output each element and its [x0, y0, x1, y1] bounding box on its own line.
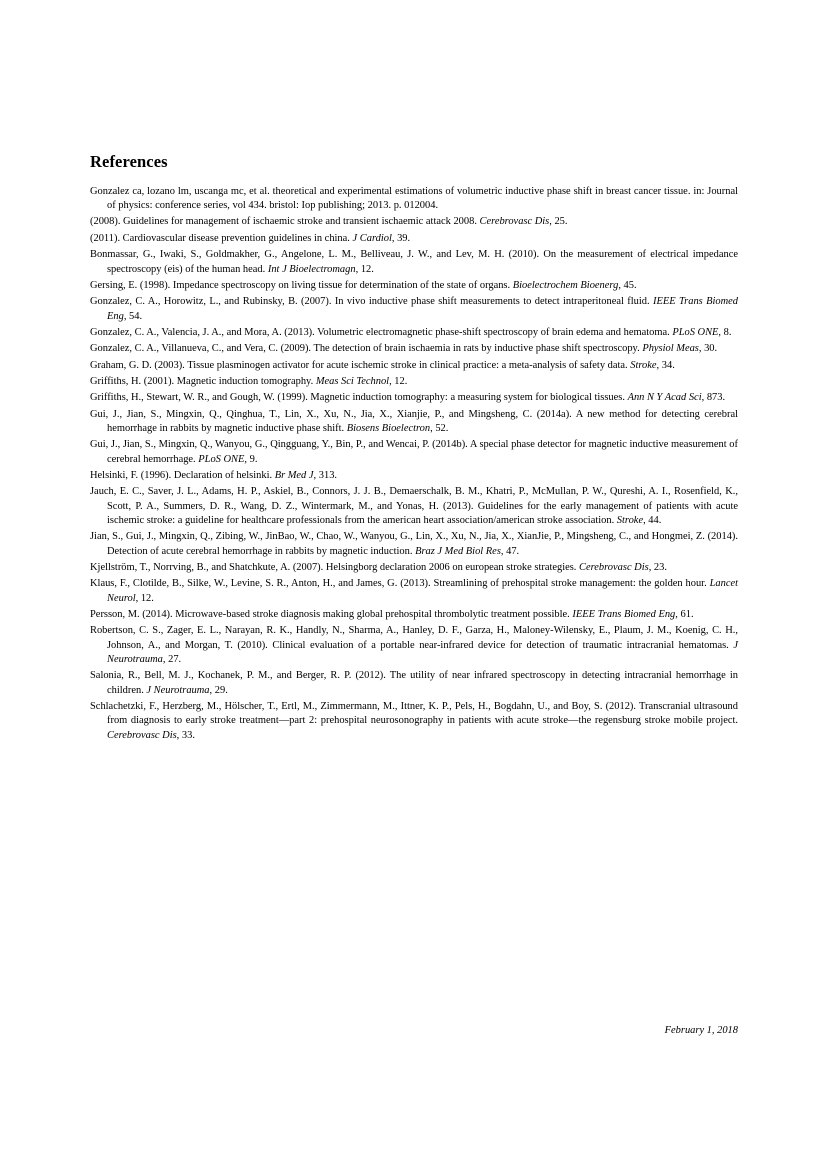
journal-title: Braz J Med Biol Res [415, 545, 501, 557]
citation-text: , 34. [656, 359, 675, 371]
citation-text: (2008). Guidelines for management of ischaemic stroke and transient ischaemic attack 2008. [90, 216, 480, 228]
journal-title: Lancet Neurol [107, 578, 738, 604]
citation-text: , 9. [244, 453, 258, 465]
citation-text: Jian, S., Gui, J., Mingxin, Q., Zibing, W., JinBao, W., Chao, W., Wanyou, G., Lin, X., Xu, N., Jia, X., XianJie, P., Mingsheng, C., and Hongmei, Z. (2014). Detection of acute cerebral hemorrhage in rabbits by magnetic induction. [90, 531, 738, 557]
citation-text: Gonzalez, C. A., Horowitz, L., and Rubinsky, B. (2007). In vivo inductive phase shift measurements to detect intraperitoneal fluid. [90, 296, 653, 308]
citation-text: Griffiths, H. (2001). Magnetic induction tomography. [90, 375, 316, 387]
citation-text: Griffiths, H., Stewart, W. R., and Gough, W. (1999). Magnetic induction tomography: a measuring system for biological tissues. [90, 392, 628, 404]
citation-text: , 12. [135, 592, 154, 604]
bibliography-entry [90, 700, 738, 743]
bibliography-entry [90, 326, 738, 340]
bibliography-list [90, 185, 738, 743]
bibliography-entry [90, 215, 738, 229]
bibliography-entry [90, 359, 738, 373]
journal-title: Cerebrovasc Dis [107, 729, 177, 741]
document-date: February 1, 2018 [664, 1025, 738, 1036]
journal-title: Stroke [616, 515, 644, 527]
citation-text: Klaus, F., Clotilde, B., Silke, W., Levine, S. R., Anton, H., and James, G. (2013). Streamlining of prehospital stroke management: the golden hour. [90, 578, 710, 590]
bibliography-entry [90, 624, 738, 667]
citation-text: , 29. [209, 684, 228, 696]
citation-text: Gonzalez ca, lozano lm, uscanga mc, et al. theoretical and experimental estimations of volumetric inductive phase shift in breast cancer tissue. in: Journal of physics: conference series, vol 434. bristol: Iop publishing; 2013. p. 012004. [90, 185, 738, 212]
journal-title: J Neurotrauma [146, 684, 210, 696]
citation-text: , 23. [648, 562, 667, 574]
citation-text: , 52. [430, 422, 449, 434]
citation-text: Gonzalez, C. A., Villanueva, C., and Vera, C. (2009). The detection of brain ischaemia in rats by inductive phase shift spectroscopy. [90, 343, 643, 355]
journal-title: PLoS ONE [198, 453, 245, 465]
journal-title: IEEE Trans Biomed Eng [572, 609, 676, 621]
bibliography-entry [90, 577, 738, 606]
bibliography-entry [90, 469, 738, 483]
bibliography-entry [90, 438, 738, 467]
citation-text: , 44. [643, 515, 662, 527]
citation-text: Bonmassar, G., Iwaki, S., Goldmakher, G., Angelone, L. M., Belliveau, J. W., and Lev, M. H. (2010). On the measurement of electrical impedance spectroscopy (eis) of the human head. [90, 249, 738, 275]
citation-text: , 12. [389, 375, 408, 387]
citation-text: , 39. [391, 232, 411, 244]
citation-text: Gui, J., Jian, S., Mingxin, Q., Wanyou, G., Qingguang, Y., Bin, P., and Wencai, P. (2014b). A special phase detector for magnetic inductive measurement of cerebral hemorrhage. [90, 439, 738, 465]
citation-text: Schlachetzki, F., Herzberg, M., Hölscher, T., Ertl, M., Zimmermann, M., Ittner, K. P., Pels, H., Bogdahn, U., and Boy, S. (2012). Transcranial ultrasound from diagnosis to early stroke treatment—part 2: prehospital neurosonography in patients with acute stroke—the regensburg stroke mobile project. [90, 701, 738, 727]
journal-title: Meas Sci Technol [315, 375, 390, 387]
bibliography-entry [90, 375, 738, 389]
bibliography-entry [90, 669, 738, 698]
citation-text: , 30. [698, 343, 718, 355]
citation-text: Gui, J., Jian, S., Mingxin, Q., Qinghua, T., Lin, X., Xu, N., Jia, X., Xianjie, P., and Mingsheng, C. (2014a). A new method for detecting cerebral hemorrhage in rabbits by magnetic inductive phase shift. [90, 408, 738, 434]
citation-text: , 12. [355, 263, 374, 275]
citation-text: , 47. [500, 545, 520, 557]
citation-text: , 313. [313, 469, 338, 481]
citation-text: Gersing, E. (1998). Impedance spectroscopy on living tissue for determination of the state of organs. [90, 279, 513, 291]
journal-title: PLoS ONE [672, 326, 719, 338]
references-section [90, 152, 738, 743]
citation-text: , 27. [162, 654, 182, 666]
citation-text: Jauch, E. C., Saver, J. L., Adams, H. P., Askiel, B., Connors, J. J. B., Demaerschalk, B. M., Khatri, P., McMullan, P. W., Qureshi, A. I., Rosenfield, K., Scott, P. A., Summers, D. R., Wang, D. Z., Wintermark, M., and Yonas, H. (2013). Guidelines for the early management of patients with acute ischemic stroke: a guideline for healthcare professionals from the american heart association/american stroke association. [90, 486, 738, 527]
citation-text: Persson, M. (2014). Microwave-based stroke diagnosis making global prehospital thrombolytic treatment possible. [90, 609, 573, 621]
bibliography-entry [90, 232, 738, 246]
citation-text: , 61. [675, 609, 694, 621]
bibliography-entry [90, 391, 738, 405]
citation-text: Salonia, R., Bell, M. J., Kochanek, P. M., and Berger, R. P. (2012). The utility of near infrared spectroscopy in detecting intracranial hemorrhage in children. [90, 670, 738, 696]
citation-text: Graham, G. D. (2003). Tissue plasminogen activator for acute ischemic stroke in clinical practice: a meta-analysis of safety data. [90, 359, 631, 371]
journal-title: Biosens Bioelectron [346, 422, 431, 434]
citation-text: , 873. [701, 392, 726, 404]
citation-text: , 8. [718, 326, 732, 338]
journal-title: Ann N Y Acad Sci [627, 392, 702, 404]
bibliography-entry [90, 295, 738, 324]
journal-title: J Cardiol [352, 232, 392, 244]
bibliography-entry [90, 279, 738, 293]
citation-text: , 25. [549, 216, 568, 228]
citation-text: , 54. [123, 310, 143, 322]
citation-text: Kjellström, T., Norrving, B., and Shatchkute, A. (2007). Helsingborg declaration 2006 on european stroke strategies. [90, 562, 580, 574]
bibliography-entry [90, 485, 738, 528]
bibliography-entry [90, 185, 738, 214]
journal-title: Cerebrovasc Dis [579, 562, 649, 574]
citation-text: Helsinki, F. (1996). Declaration of helsinki. [90, 469, 275, 481]
journal-title: IEEE Trans Biomed Eng [107, 296, 739, 322]
citation-text: Robertson, C. S., Zager, E. L., Narayan, R. K., Handly, N., Sharma, A., Hanley, D. F., Garza, H., Maloney-Wilensky, E., Plaum, J. M., Koenig, C. H., Johnson, A., and Morgan, T. (2010). Clinical evaluation of a portable near-infrared device for detection of traumatic intracranial hematomas. [90, 625, 738, 651]
journal-title: Cerebrovasc Dis [479, 216, 550, 228]
journal-title: J Neurotrauma [107, 639, 738, 666]
citation-text: (2011). Cardiovascular disease prevention guidelines in china. [90, 232, 353, 244]
journal-title: Stroke [630, 359, 657, 371]
bibliography-entry [90, 342, 738, 356]
citation-text: , 33. [176, 729, 195, 741]
page-title: References [90, 152, 168, 171]
citation-text: , 45. [618, 279, 637, 291]
journal-title: Br Med J [274, 469, 314, 481]
citation-text: Gonzalez, C. A., Valencia, J. A., and Mora, A. (2013). Volumetric electromagnetic phase-shift spectroscopy of brain edema and hematoma. [90, 326, 673, 338]
bibliography-entry [90, 530, 738, 559]
bibliography-entry [90, 561, 738, 575]
bibliography-entry [90, 248, 738, 277]
journal-title: Physiol Meas [642, 343, 699, 355]
journal-title: Int J Bioelectromagn [267, 263, 356, 275]
journal-title: Bioelectrochem Bioenerg [512, 279, 619, 291]
bibliography-entry [90, 608, 738, 622]
bibliography-entry [90, 408, 738, 437]
